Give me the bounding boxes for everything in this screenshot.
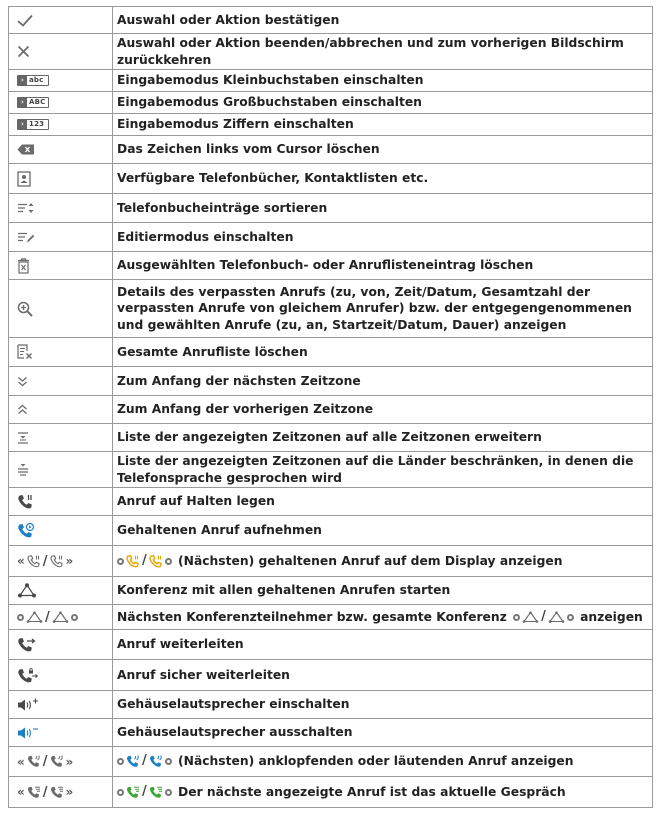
description: Auswahl oder Aktion beenden/abbrechen und zum vorherigen Bildschirm zurückkehren: [113, 34, 653, 70]
nav-dot-icon: [71, 614, 78, 621]
ringing-call-blue-icon: [126, 755, 140, 768]
table-row: [9, 280, 653, 338]
description: Auswahl oder Aktion bestätigen: [113, 7, 653, 34]
description: Gehäuselautsprecher ausschalten: [113, 719, 653, 747]
description: [113, 605, 653, 630]
table-row: [9, 605, 653, 630]
description: Eingabemodus Ziffern einschalten: [113, 114, 653, 136]
slash: /: [142, 552, 147, 568]
description-text: Der nächste angezeigte Anruf ist das aktuelle Gespräch: [178, 784, 566, 799]
guillemet-left: «: [17, 754, 25, 769]
resume-held-call-icon: [17, 523, 112, 539]
description: Editiermodus einschalten: [113, 223, 653, 252]
table-row: [9, 546, 653, 577]
active-call-icon: [27, 786, 41, 799]
nav-dot-icon: [117, 758, 124, 765]
description: Konferenz mit allen gehaltenen Anrufen starten: [113, 577, 653, 605]
slash: /: [42, 784, 48, 800]
held-call-yellow-icon: [149, 555, 163, 568]
conference-small-icon: [26, 611, 43, 623]
table-row: [9, 719, 653, 747]
table-row: [9, 34, 653, 70]
table-row: [9, 630, 653, 660]
table-row: [9, 252, 653, 280]
active-call-green-icon: [149, 786, 163, 799]
sort-icon: [17, 202, 112, 214]
incoming-call-navigation-icon: [17, 754, 112, 769]
table-row: [9, 577, 653, 605]
description: Anruf sicher weiterleiten: [113, 660, 653, 691]
nav-dot-icon: [165, 789, 172, 796]
held-call-navigation-icon: [17, 554, 112, 569]
table-row: [9, 488, 653, 516]
description: Gehaltenen Anruf aufnehmen: [113, 516, 653, 546]
table-row: [9, 452, 653, 488]
slash: /: [142, 783, 147, 799]
description-text: (Nächsten) gehaltenen Anruf auf dem Display anzeigen: [178, 553, 563, 568]
table-row: [9, 660, 653, 691]
double-chevron-down-icon: [17, 376, 112, 387]
table-row: [9, 223, 653, 252]
delete-entry-icon: [17, 258, 112, 274]
description: Eingabemodus Kleinbuchstaben einschalten: [113, 70, 653, 92]
icon-legend-table: [8, 6, 653, 808]
nav-dot-icon: [17, 614, 24, 621]
clear-call-list-icon: [17, 344, 112, 360]
collapse-timezones-icon: [17, 463, 112, 476]
guillemet-right: »: [65, 785, 74, 799]
nav-dot-icon: [165, 758, 172, 765]
slash: /: [42, 754, 48, 769]
description: Ausgewählten Telefonbuch- oder Anruflisteneintrag löschen: [113, 252, 653, 280]
call-hold-icon: [17, 494, 112, 510]
slash: /: [541, 608, 546, 624]
table-row: [9, 516, 653, 546]
nav-dot-icon: [117, 558, 124, 565]
description: Liste der angezeigten Zeitzonen auf die Länder beschränken, in denen die Telefonsprache gesprochen wird: [113, 452, 653, 488]
conference-small-icon: [548, 611, 565, 623]
description: Anruf auf Halten legen: [113, 488, 653, 516]
table-row: [9, 164, 653, 194]
held-call-icon: [27, 555, 41, 568]
description: Gehäuselautsprecher einschalten: [113, 691, 653, 719]
guillemet-left: «: [17, 554, 25, 568]
nav-dot-icon: [567, 614, 574, 621]
secure-forward-icon: [17, 667, 112, 684]
description: Details des verpassten Anrufs (zu, von, Zeit/Datum, Gesamtzahl der verpassten Anrufe von gleichem Anrufer) bzw. der entgegengenommenen und gewählten Anrufe (zu, an, Startzeit/Datum, Dauer) anzeigen: [113, 280, 653, 338]
table-row: [9, 424, 653, 452]
ringing-call-icon: [27, 755, 41, 768]
guillemet-left: «: [17, 785, 25, 799]
phonebook-icon: [17, 171, 112, 187]
description: Das Zeichen links vom Cursor löschen: [113, 136, 653, 164]
expand-timezones-icon: [17, 432, 112, 444]
description: Zum Anfang der vorherigen Zeitzone: [113, 396, 653, 424]
description: Verfügbare Telefonbücher, Kontaktlisten etc.: [113, 164, 653, 194]
speaker-on-icon: [17, 698, 112, 712]
table-row: [9, 194, 653, 223]
description: [113, 546, 653, 577]
ringing-call-blue-icon: [149, 755, 163, 768]
description: Telefonbucheinträge sortieren: [113, 194, 653, 223]
held-call-icon: [50, 555, 64, 568]
guillemet-right: »: [65, 754, 74, 769]
table-row: [9, 114, 653, 136]
description: [113, 777, 653, 808]
backspace-icon: [17, 144, 112, 155]
active-call-navigation-icon: [17, 785, 112, 800]
table-row: [9, 396, 653, 424]
active-call-nav-inline: [117, 784, 172, 801]
description: Anruf weiterleiten: [113, 630, 653, 660]
incoming-call-nav-inline: [117, 753, 172, 770]
details-zoom-icon: [17, 301, 112, 317]
active-call-icon: [50, 786, 64, 799]
table-row: [9, 136, 653, 164]
icon-cell: [9, 7, 113, 34]
active-call-green-icon: [126, 786, 140, 799]
conference-nav-inline: [513, 609, 574, 626]
double-chevron-up-icon: [17, 404, 112, 415]
table-row: [9, 92, 653, 114]
conference-small-icon: [52, 611, 69, 623]
conference-small-icon: [522, 611, 539, 623]
edit-mode-icon: [17, 231, 112, 244]
slash: /: [45, 609, 50, 625]
description-text-before: Nächsten Konferenzteilnehmer bzw. gesamte Konferenz: [117, 609, 507, 624]
call-forward-icon: [17, 637, 112, 653]
slash: /: [42, 553, 48, 569]
description: Liste der angezeigten Zeitzonen auf alle Zeitzonen erweitern: [113, 424, 653, 452]
nav-dot-icon: [165, 558, 172, 565]
table-row: [9, 777, 653, 808]
description: Zum Anfang der nächsten Zeitzone: [113, 367, 653, 396]
description-text-after: anzeigen: [580, 609, 643, 624]
description: Gesamte Anrufliste löschen: [113, 338, 653, 367]
slash: /: [142, 753, 147, 769]
table-row: [9, 691, 653, 719]
conference-icon: [17, 583, 112, 598]
table-row: [9, 367, 653, 396]
guillemet-right: »: [65, 554, 74, 568]
description-text: (Nächsten) anklopfenden oder läutenden Anruf anzeigen: [178, 754, 574, 769]
checkmark-icon: [17, 14, 112, 27]
table-row: [9, 747, 653, 777]
speaker-off-icon: [17, 726, 112, 740]
description: [113, 747, 653, 777]
nav-dot-icon: [117, 789, 124, 796]
nav-dot-icon: [513, 614, 520, 621]
table-row: [9, 70, 653, 92]
table-row: [9, 7, 653, 34]
held-call-nav-inline: [117, 553, 172, 570]
conference-navigation-icon: [17, 610, 112, 625]
input-mode-uppercase-icon: › ABC: [17, 97, 49, 108]
held-call-yellow-icon: [126, 555, 140, 568]
ringing-call-icon: [50, 755, 64, 768]
description: Eingabemodus Großbuchstaben einschalten: [113, 92, 653, 114]
cross-icon: [17, 45, 112, 58]
input-mode-lowercase-icon: › abc: [17, 75, 49, 86]
input-mode-digits-icon: › 123: [17, 119, 49, 130]
table-row: [9, 338, 653, 367]
